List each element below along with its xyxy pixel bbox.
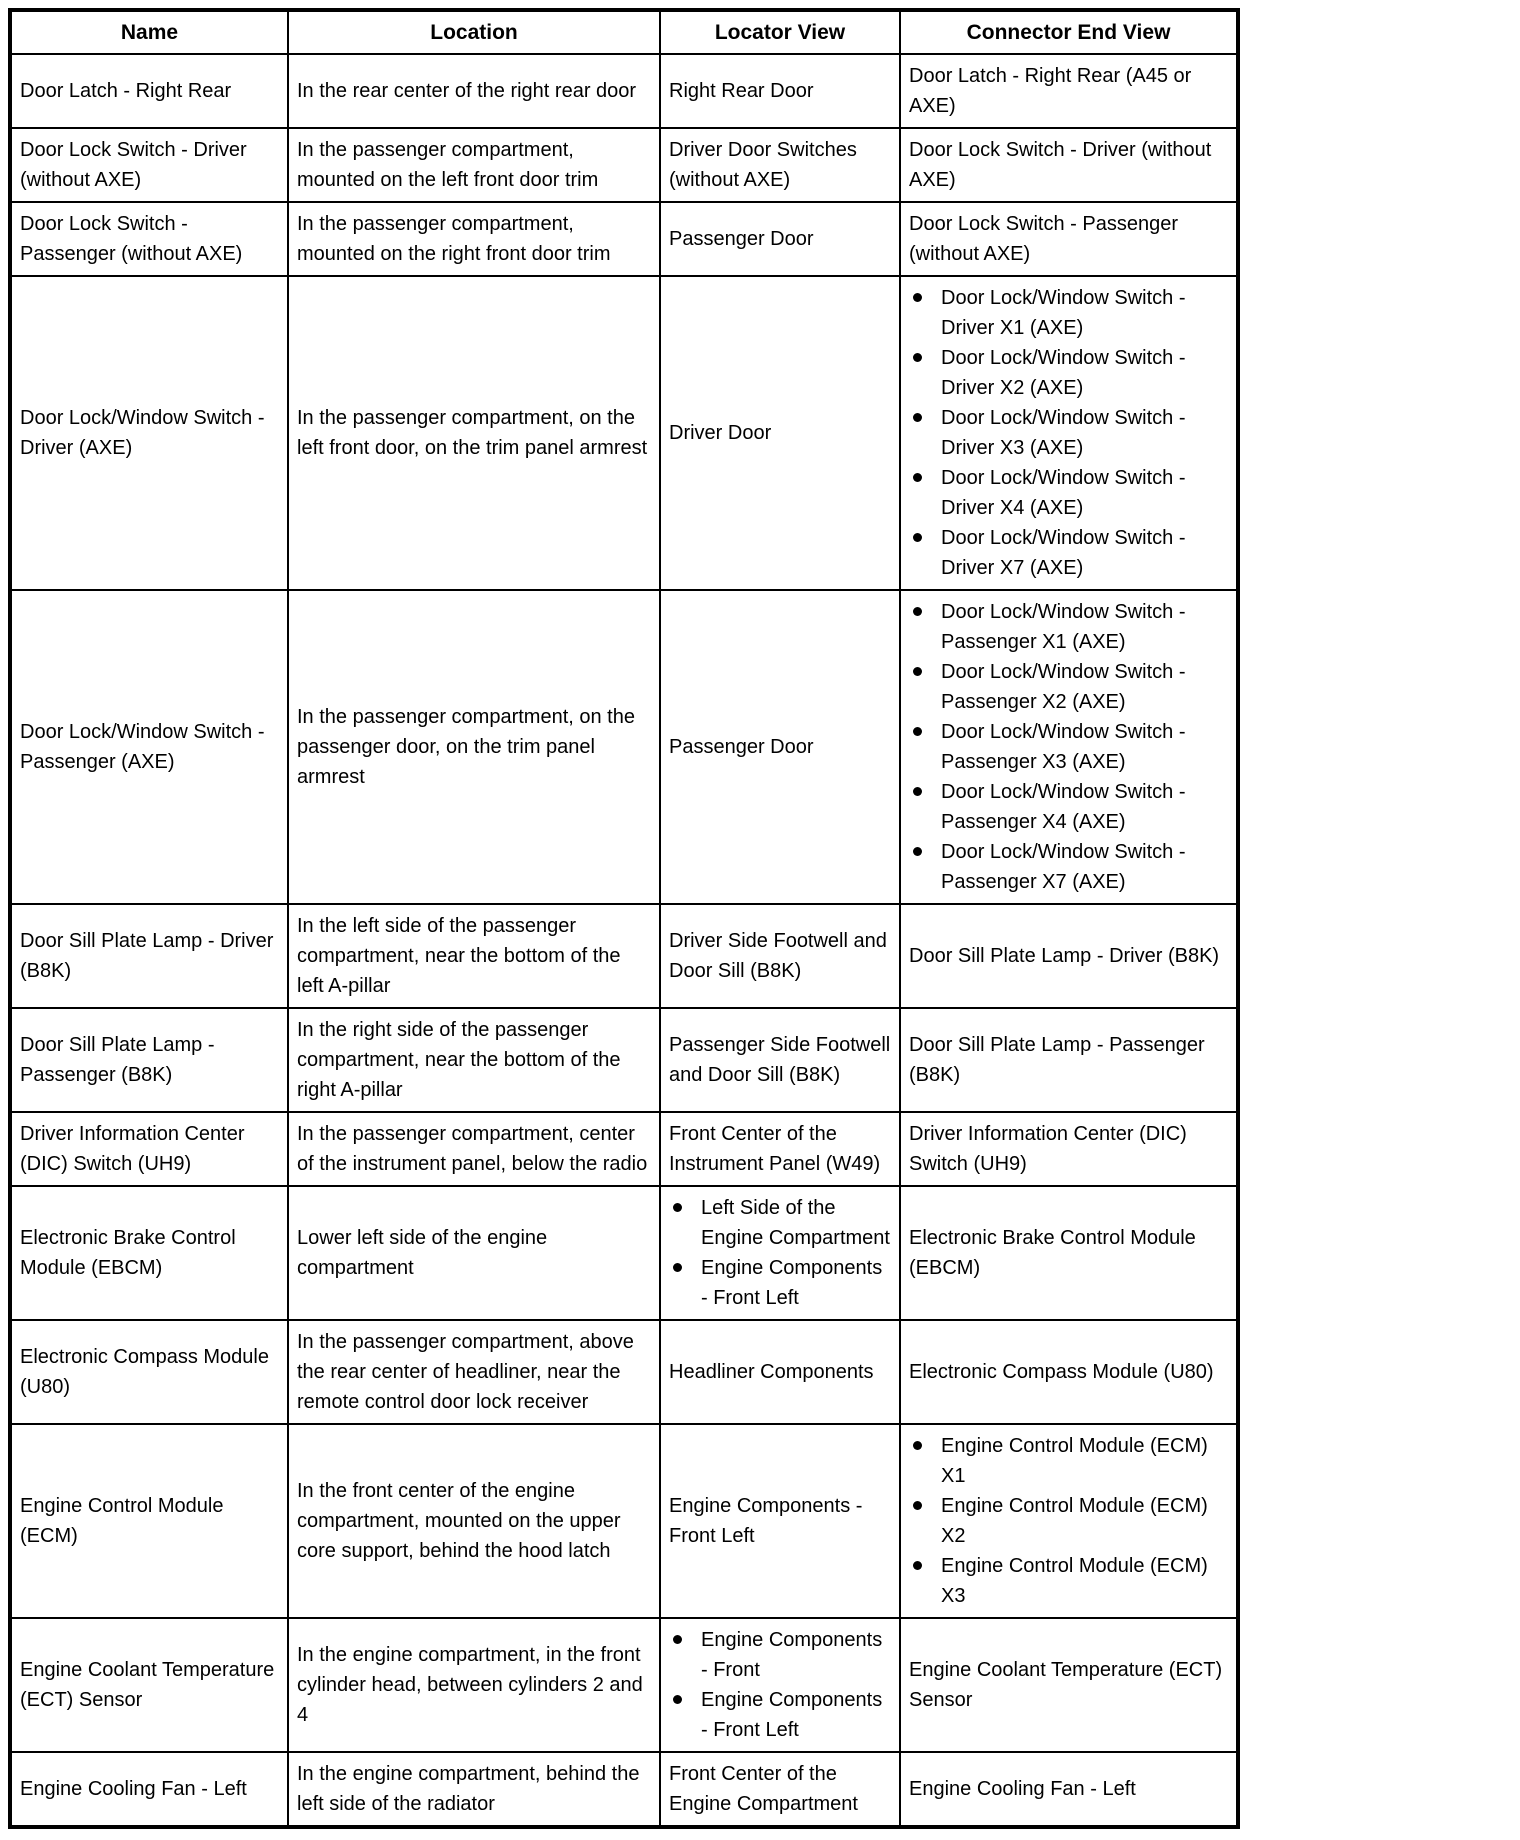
bullet-item [913,523,1228,583]
table-row [10,1008,1238,1112]
cell-name: Driver Information Center (DIC) Switch (UH9) [10,1112,288,1186]
cell-locator-view: Front Center of the Instrument Panel (W49) [660,1112,900,1186]
bullet-item [913,403,1228,463]
table-row [10,128,1238,202]
cell-connector-end-view: Engine Cooling Fan - Left [900,1752,1238,1827]
cell-connector-end-view [900,1424,1238,1618]
bullet-list [669,1625,891,1745]
cell-location: In the passenger compartment, mounted on the left front door trim [288,128,660,202]
cell-location: In the passenger compartment, on the passenger door, on the trim panel armrest [288,590,660,904]
table-row [10,590,1238,904]
cell-name: Engine Coolant Temperature (ECT) Sensor [10,1618,288,1752]
bullet-item [913,463,1228,523]
bullet-icon [913,667,922,676]
bullet-text: Door Lock/Window Switch - Driver X3 (AXE) [941,407,1186,460]
table-row [10,1424,1238,1618]
bullet-list [909,597,1228,897]
cell-connector-end-view: Door Sill Plate Lamp - Passenger (B8K) [900,1008,1238,1112]
cell-connector-end-view: Driver Information Center (DIC) Switch (UH9) [900,1112,1238,1186]
cell-location: In the passenger compartment, on the left front door, on the trim panel armrest [288,276,660,590]
bullet-icon [913,413,922,422]
bullet-item [913,657,1228,717]
cell-location: In the right side of the passenger compartment, near the bottom of the right A-pillar [288,1008,660,1112]
bullet-text: Door Lock/Window Switch - Passenger X3 (AXE) [941,721,1186,774]
cell-connector-end-view: Door Lock Switch - Passenger (without AXE) [900,202,1238,276]
bullet-icon [913,473,922,482]
bullet-icon [673,1263,682,1272]
bullet-item [913,1551,1228,1611]
cell-name: Door Latch - Right Rear [10,54,288,128]
bullet-item [913,597,1228,657]
bullet-item [673,1625,891,1685]
cell-locator-view: Headliner Components [660,1320,900,1424]
bullet-item [913,837,1228,897]
bullet-icon [913,727,922,736]
cell-name: Electronic Brake Control Module (EBCM) [10,1186,288,1320]
column-header-locator-view: Locator View [660,10,900,54]
bullet-list [669,1193,891,1313]
cell-locator-view: Engine Components - Front Left [660,1424,900,1618]
bullet-icon [673,1203,682,1212]
cell-locator-view: Passenger Door [660,590,900,904]
cell-locator-view: Driver Door Switches (without AXE) [660,128,900,202]
table-row [10,1618,1238,1752]
cell-locator-view: Right Rear Door [660,54,900,128]
cell-location: In the front center of the engine compartment, mounted on the upper core support, behind the hood latch [288,1424,660,1618]
bullet-text: Engine Components - Front Left [701,1257,883,1310]
cell-name: Electronic Compass Module (U80) [10,1320,288,1424]
table-row [10,1320,1238,1424]
bullet-icon [913,1501,922,1510]
bullet-item [673,1685,891,1745]
cell-locator-view: Passenger Side Footwell and Door Sill (B8K) [660,1008,900,1112]
bullet-icon [913,1441,922,1450]
bullet-icon [913,533,922,542]
cell-name: Door Lock Switch - Driver (without AXE) [10,128,288,202]
cell-location: In the left side of the passenger compartment, near the bottom of the left A-pillar [288,904,660,1008]
table-row [10,202,1238,276]
bullet-text: Door Lock/Window Switch - Passenger X7 (AXE) [941,841,1186,894]
bullet-icon [913,1561,922,1570]
cell-name: Door Lock/Window Switch - Passenger (AXE) [10,590,288,904]
bullet-item [673,1193,891,1253]
bullet-list [909,1431,1228,1611]
cell-connector-end-view [900,590,1238,904]
bullet-icon [913,353,922,362]
column-header-name: Name [10,10,288,54]
cell-connector-end-view [900,276,1238,590]
column-header-connector-end-view: Connector End View [900,10,1238,54]
bullet-text: Engine Components - Front Left [701,1689,883,1742]
bullet-text: Door Lock/Window Switch - Driver X2 (AXE) [941,347,1186,400]
cell-location: In the engine compartment, in the front cylinder head, between cylinders 2 and 4 [288,1618,660,1752]
bullet-text: Door Lock/Window Switch - Passenger X2 (AXE) [941,661,1186,714]
column-header-location: Location [288,10,660,54]
cell-locator-view [660,1186,900,1320]
table-row [10,1112,1238,1186]
bullet-item [913,1431,1228,1491]
bullet-icon [913,293,922,302]
cell-name: Door Sill Plate Lamp - Passenger (B8K) [10,1008,288,1112]
cell-locator-view: Front Center of the Engine Compartment [660,1752,900,1827]
bullet-text: Left Side of the Engine Compartment [701,1197,890,1250]
cell-connector-end-view: Engine Coolant Temperature (ECT) Sensor [900,1618,1238,1752]
bullet-icon [673,1635,682,1644]
cell-connector-end-view: Electronic Brake Control Module (EBCM) [900,1186,1238,1320]
table-row [10,54,1238,128]
connector-locations-table [8,8,1240,1829]
table-row [10,904,1238,1008]
bullet-icon [673,1695,682,1704]
bullet-text: Door Lock/Window Switch - Driver X4 (AXE) [941,467,1186,520]
cell-connector-end-view: Door Lock Switch - Driver (without AXE) [900,128,1238,202]
cell-location: In the engine compartment, behind the left side of the radiator [288,1752,660,1827]
bullet-icon [913,607,922,616]
cell-location: In the passenger compartment, mounted on the right front door trim [288,202,660,276]
cell-location: In the passenger compartment, above the rear center of headliner, near the remote control door lock receiver [288,1320,660,1424]
table-header-row [10,10,1238,54]
bullet-item [913,283,1228,343]
cell-name: Door Sill Plate Lamp - Driver (B8K) [10,904,288,1008]
bullet-text: Door Lock/Window Switch - Driver X1 (AXE) [941,287,1186,340]
table-row [10,276,1238,590]
cell-connector-end-view: Door Latch - Right Rear (A45 or AXE) [900,54,1238,128]
bullet-item [913,1491,1228,1551]
bullet-text: Engine Control Module (ECM) X3 [941,1555,1208,1608]
table-row [10,1752,1238,1827]
bullet-list [909,283,1228,583]
cell-locator-view: Passenger Door [660,202,900,276]
bullet-text: Door Lock/Window Switch - Passenger X1 (AXE) [941,601,1186,654]
bullet-text: Door Lock/Window Switch - Passenger X4 (AXE) [941,781,1186,834]
cell-name: Engine Cooling Fan - Left [10,1752,288,1827]
cell-connector-end-view: Door Sill Plate Lamp - Driver (B8K) [900,904,1238,1008]
bullet-item [913,777,1228,837]
cell-connector-end-view: Electronic Compass Module (U80) [900,1320,1238,1424]
cell-name: Door Lock/Window Switch - Driver (AXE) [10,276,288,590]
cell-name: Engine Control Module (ECM) [10,1424,288,1618]
bullet-item [913,343,1228,403]
bullet-text: Door Lock/Window Switch - Driver X7 (AXE) [941,527,1186,580]
cell-location: In the passenger compartment, center of the instrument panel, below the radio [288,1112,660,1186]
bullet-text: Engine Components - Front [701,1629,883,1682]
bullet-icon [913,787,922,796]
bullet-text: Engine Control Module (ECM) X1 [941,1435,1208,1488]
cell-location: Lower left side of the engine compartment [288,1186,660,1320]
table-body [10,54,1238,1827]
bullet-text: Engine Control Module (ECM) X2 [941,1495,1208,1548]
cell-locator-view: Driver Side Footwell and Door Sill (B8K) [660,904,900,1008]
bullet-item [913,717,1228,777]
cell-location: In the rear center of the right rear door [288,54,660,128]
bullet-item [673,1253,891,1313]
bullet-icon [913,847,922,856]
cell-locator-view: Driver Door [660,276,900,590]
cell-name: Door Lock Switch - Passenger (without AXE) [10,202,288,276]
cell-locator-view [660,1618,900,1752]
table-row [10,1186,1238,1320]
